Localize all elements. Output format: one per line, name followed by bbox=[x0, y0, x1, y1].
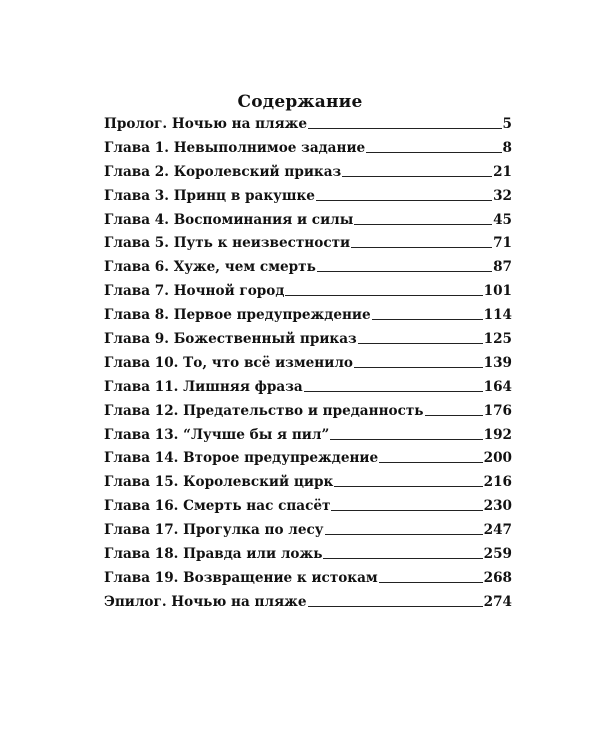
toc-leader-line bbox=[379, 462, 482, 463]
toc-entry bbox=[104, 116, 512, 140]
toc-entry-page-number: 71 bbox=[493, 235, 512, 252]
toc-leader-line bbox=[317, 271, 492, 272]
toc-entry-label: Глава 15. Королевский цирк bbox=[104, 474, 334, 491]
toc-leader-line bbox=[372, 319, 483, 320]
toc-entry-page-number: 164 bbox=[483, 378, 512, 395]
toc-entry-page-number: 125 bbox=[483, 331, 512, 348]
toc-leader-line bbox=[342, 176, 492, 177]
toc-entry-label: Глава 17. Прогулка по лесу bbox=[104, 522, 324, 539]
toc-entry bbox=[104, 259, 512, 283]
toc-entry-page-number: 192 bbox=[483, 426, 512, 443]
toc-leader-line bbox=[379, 582, 483, 583]
toc-entry bbox=[104, 427, 512, 451]
toc-leader-line bbox=[358, 343, 483, 344]
toc-entry-page-number: 176 bbox=[483, 402, 512, 419]
toc-entry-label: Глава 2. Королевский приказ bbox=[104, 163, 342, 180]
toc-title: Содержание bbox=[237, 92, 363, 112]
toc-entry bbox=[104, 164, 512, 188]
toc-leader-line bbox=[334, 486, 482, 487]
toc-entry-page-number: 259 bbox=[483, 546, 512, 563]
toc-entry bbox=[104, 235, 512, 259]
toc-entry-label: Глава 11. Лишняя фраза bbox=[104, 378, 303, 395]
toc-entry-label: Глава 5. Путь к неизвестности bbox=[104, 235, 351, 252]
toc-entry-page-number: 8 bbox=[502, 139, 512, 156]
toc-entry-page-number: 32 bbox=[493, 187, 512, 204]
toc-entry bbox=[104, 474, 512, 498]
toc-entry bbox=[104, 450, 512, 474]
toc-entry-page-number: 5 bbox=[502, 116, 512, 132]
toc-entry-label: Глава 16. Смерть нас спасёт bbox=[104, 498, 331, 515]
toc-leader-line bbox=[331, 510, 482, 511]
toc-entry-page-number: 200 bbox=[483, 450, 512, 467]
toc-entry bbox=[104, 283, 512, 307]
toc-entry bbox=[104, 570, 512, 594]
toc-leader-line bbox=[330, 439, 482, 440]
toc-leader-line bbox=[285, 295, 482, 296]
toc-entry-label: Эпилог. Ночью на пляже bbox=[104, 593, 307, 610]
toc-entry-page-number: 45 bbox=[493, 211, 512, 228]
toc-entry-page-number: 268 bbox=[483, 569, 512, 586]
toc-entry bbox=[104, 307, 512, 331]
toc-entry-label: Глава 9. Божественный приказ bbox=[104, 331, 357, 348]
toc-leader-line bbox=[354, 224, 492, 225]
toc-leader-line bbox=[325, 534, 483, 535]
toc-leader-line bbox=[366, 152, 501, 153]
toc-entry-page-number: 230 bbox=[483, 498, 512, 515]
toc-entry-label: Глава 12. Предательство и преданность bbox=[104, 402, 424, 419]
toc-entry-page-number: 139 bbox=[483, 354, 512, 371]
toc-entry-label: Пролог. Ночью на пляже bbox=[104, 116, 308, 132]
toc-entry-label: Глава 7. Ночной город bbox=[104, 283, 285, 300]
toc-leader-line bbox=[304, 391, 483, 392]
toc-entry bbox=[104, 140, 512, 164]
toc-leader-line bbox=[308, 606, 483, 607]
toc-entry-label: Глава 19. Возвращение к истокам bbox=[104, 569, 378, 586]
toc-entry bbox=[104, 379, 512, 403]
toc-entry-page-number: 216 bbox=[483, 474, 512, 491]
toc-entry-page-number: 21 bbox=[493, 163, 512, 180]
toc-entry-label: Глава 8. Первое предупреждение bbox=[104, 307, 371, 324]
toc-entry bbox=[104, 212, 512, 236]
toc-entry bbox=[104, 355, 512, 379]
toc-entry-label: Глава 14. Второе предупреждение bbox=[104, 450, 379, 467]
toc-entry bbox=[104, 331, 512, 355]
toc-entry bbox=[104, 498, 512, 522]
toc-entry bbox=[104, 594, 512, 618]
toc-entry-label: Глава 10. То, что всё изменило bbox=[104, 354, 353, 371]
toc-list bbox=[104, 116, 512, 618]
toc-entry bbox=[104, 522, 512, 546]
toc-entry-label: Глава 3. Принц в ракушке bbox=[104, 187, 315, 204]
toc-leader-line bbox=[308, 128, 501, 129]
toc-entry-page-number: 247 bbox=[483, 522, 512, 539]
toc-entry-page-number: 101 bbox=[483, 283, 512, 300]
toc-leader-line bbox=[316, 200, 492, 201]
toc-leader-line bbox=[323, 558, 482, 559]
toc-entry-label: Глава 18. Правда или ложь bbox=[104, 546, 323, 563]
toc-entry bbox=[104, 546, 512, 570]
toc-entry-page-number: 87 bbox=[493, 259, 512, 276]
toc-leader-line bbox=[425, 415, 483, 416]
toc-entry bbox=[104, 403, 512, 427]
toc-leader-line bbox=[354, 367, 483, 368]
toc-leader-line bbox=[351, 247, 492, 248]
toc-entry bbox=[104, 188, 512, 212]
toc-entry-label: Глава 6. Хуже, чем смерть bbox=[104, 259, 316, 276]
toc-entry-label: Глава 1. Невыполнимое задание bbox=[104, 139, 366, 156]
toc-entry-page-number: 274 bbox=[483, 593, 512, 610]
toc-entry-label: Глава 4. Воспоминания и силы bbox=[104, 211, 354, 228]
toc-entry-label: Глава 13. “Лучше бы я пил” bbox=[104, 426, 330, 443]
toc-entry-page-number: 114 bbox=[483, 307, 512, 324]
